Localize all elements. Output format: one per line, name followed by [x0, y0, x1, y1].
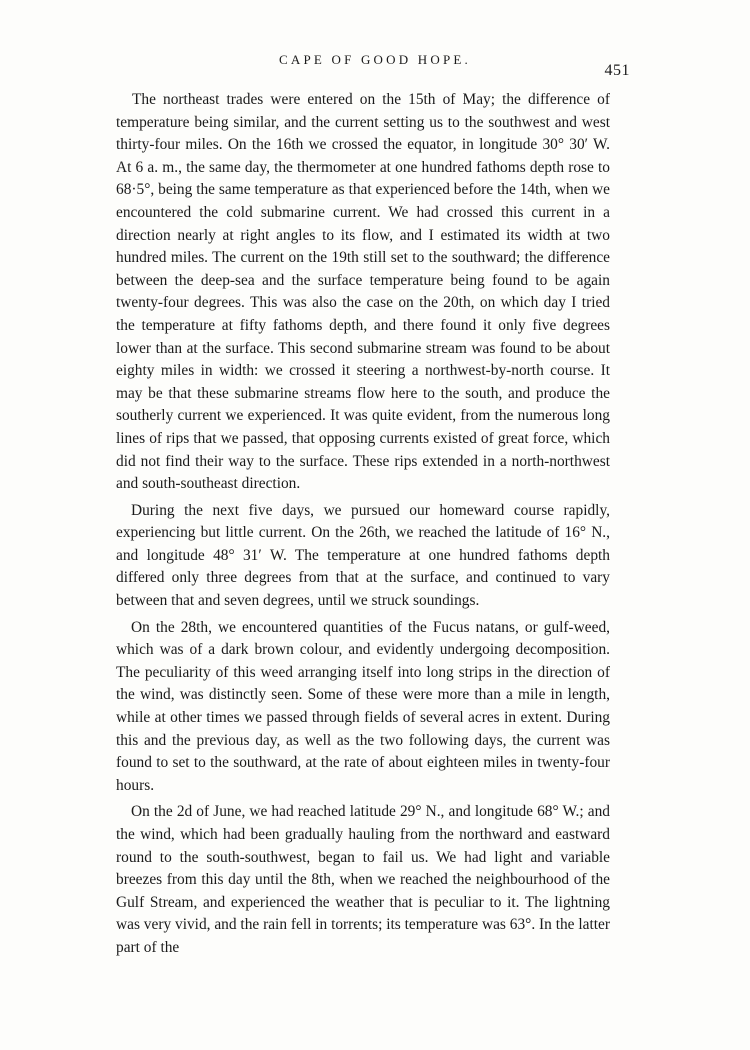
- running-title: CAPE OF GOOD HOPE.: [279, 52, 471, 67]
- paragraph-next-five-days: During the next five days, we pursued our homeward course rapidly, experiencing but little current. On the 26th, we reached the latitude of 16° N., and longitude 48° 31′ W. The temperature at one hundred fathoms depth differed only three degrees from that at the surface, and continued to vary between that and seven degrees, until we struck soundings.: [116, 501, 610, 610]
- paragraph-northeast-trades: The northeast trades were entered on the 15th of May; the difference of temperature being similar, and the current setting us to the southwest and west thirty-four miles. On the 16th we crossed the equator, in longitude 30° 30′ W. At 6 a. m., the same day, the thermometer at one hundred fathoms depth rose to 68·5°, being the same temperature as that experienced before the 14th, when we encountered the cold submarine current. We had crossed this current in a direction nearly at right angles to its flow, and I estimated its width at two hundred miles. The current on the 19th still set to the southward; the difference between the deep-sea and the surface temperature being found to be again twenty-four degrees. This was also the case on the 20th, on which day I tried the temperature at fifty fathoms depth, and there found it only five degrees lower than at the surface. This second submarine stream was found to be about eighty miles in width: we crossed it steering a northwest-by-north course. It may be that these submarine streams flow here to the south, and produce the southerly current we experienced. It was quite evident, from the numerous long lines of rips that we passed, that opposing currents existed of great force, which did not find their way to the surface. These rips extended in a north-northwest and south-southeast direction.: [116, 91, 610, 493]
- body-text: [116, 89, 610, 964]
- paragraph-gulf-weed: On the 28th, we encountered quantities of the Fucus natans, or gulf-weed, which was of a dark brown colour, and evidently undergoing decomposition. The peculiarity of this weed arranging itself into long strips in the direction of the wind, was distinctly seen. Some of these were more than a mile in length, while at other times we passed through fields of several acres in extent. During this and the previous day, as well as the two following days, the current was found to set to the southward, at the rate of about eighteen miles in twenty-four hours.: [116, 618, 610, 794]
- page-number: 451: [604, 62, 630, 79]
- paragraph-june-gulf-stream: On the 2d of June, we had reached latitude 29° N., and longitude 68° W.; and the wind, which had been gradually hauling from the northward and eastward round to the south-southwest, began to fail us. We had light and variable breezes from this day until the 8th, when we reached the neighbourhood of the Gulf Stream, and experienced the weather that is peculiar to it. The lightning was very vivid, and the rain fell in torrents; its temperature was 63°. In the latter part of the: [116, 803, 610, 956]
